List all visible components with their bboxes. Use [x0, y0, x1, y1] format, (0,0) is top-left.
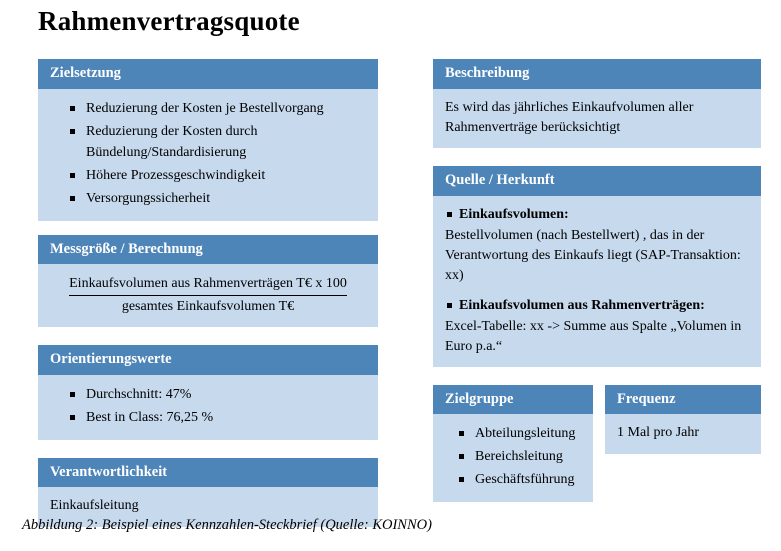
objectives-list [50, 98, 366, 209]
source-block [433, 166, 761, 367]
spacer [38, 440, 378, 458]
objectives-header: Zielsetzung [38, 59, 378, 89]
source-entry-text: Excel-Tabelle: xx -> Summe aus Spalte „Volumen in Euro p.a.“ [445, 318, 742, 354]
right-column [433, 59, 761, 502]
measure-block [38, 235, 378, 328]
spacer [433, 148, 761, 166]
formula-numerator: Einkaufsvolumen aus Rahmenverträgen T€ x 100 [69, 273, 347, 296]
target-group-block [433, 385, 593, 503]
list-item: Abteilungsleitung [459, 423, 587, 444]
spacer [38, 327, 378, 345]
list-item: Versorgungssicherheit [70, 188, 366, 209]
list-item: Geschäftsführung [459, 469, 587, 490]
benchmarks-header: Orientierungswerte [38, 345, 378, 375]
objectives-block [38, 59, 378, 221]
responsibility-header: Verantwortlichkeit [38, 458, 378, 488]
list-item: Bereichsleitung [459, 446, 587, 467]
target-group-body [433, 414, 593, 502]
source-entry-lead: Einkaufsvolumen: [445, 205, 749, 225]
list-item: Reduzierung der Kosten durch Bündelung/Standardisierung [70, 121, 366, 163]
source-header: Quelle / Herkunft [433, 166, 761, 196]
formula [50, 273, 366, 317]
source-entry-text: Bestellvolumen (nach Bestellwert) , das in der Verantwortung des Einkaufs liegt (SAP-Transaktion: xx) [445, 228, 741, 283]
list-item: Durchschnitt: 47% [70, 384, 366, 405]
source-body [433, 196, 761, 367]
measure-header: Messgröße / Berechnung [38, 235, 378, 265]
responsibility-body: Einkaufsleitung [38, 487, 378, 526]
measure-body [38, 264, 378, 327]
frequency-block [605, 385, 761, 503]
objectives-body [38, 89, 378, 221]
target-group-header: Zielgruppe [433, 385, 593, 415]
description-header: Beschreibung [433, 59, 761, 89]
benchmarks-list [50, 384, 366, 428]
benchmarks-body [38, 375, 378, 440]
spacer [433, 367, 761, 385]
left-column [38, 59, 378, 527]
list-item: Best in Class: 76,25 % [70, 407, 366, 428]
formula-denominator: gesamtes Einkaufsvolumen T€ [121, 299, 295, 315]
frequency-header: Frequenz [605, 385, 761, 415]
frequency-body: 1 Mal pro Jahr [605, 414, 761, 453]
page-title: Rahmenvertragsquote [38, 6, 300, 36]
description-block [433, 59, 761, 148]
benchmarks-block [38, 345, 378, 440]
bottom-row [433, 385, 761, 503]
list-item: Reduzierung der Kosten je Bestellvorgang [70, 98, 366, 119]
figure-caption: Abbildung 2: Beispiel eines Kennzahlen-Steckbrief (Quelle: KOINNO) [22, 517, 432, 533]
target-group-list [439, 423, 587, 490]
source-entry-lead: Einkaufsvolumen aus Rahmenverträgen: [445, 296, 749, 316]
spacer [38, 221, 378, 235]
description-body: Es wird das jährliches Einkaufvolumen aller Rahmenverträge berücksichtigt [433, 89, 761, 149]
list-item: Höhere Prozessgeschwindigkeit [70, 165, 366, 186]
